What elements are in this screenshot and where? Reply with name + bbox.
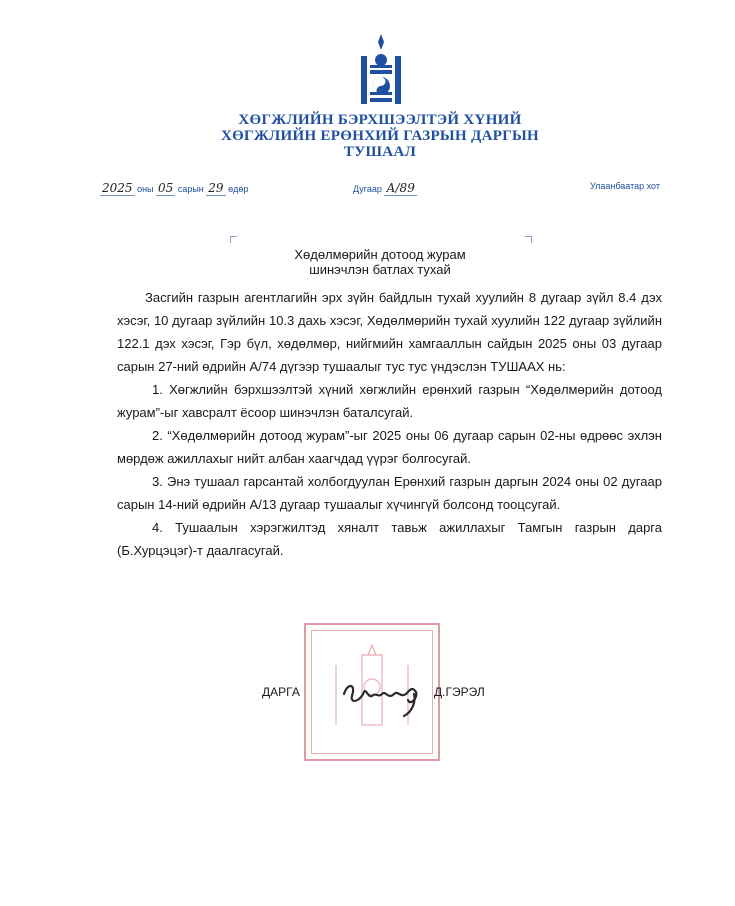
handwritten-signature (338, 672, 438, 722)
document-date (100, 181, 248, 195)
date-year-suffix: оны (137, 184, 154, 194)
order-item-4: 4. Тушаалын хэрэгжилтэд хяналт тавьж ажиллахыг Тамгын газрын дарга (Б.Хурцэцэг)-т даалгасугай. (117, 520, 662, 558)
date-day: 29 (208, 181, 224, 195)
number-label: Дугаар (353, 184, 382, 194)
soyombo-emblem-icon (359, 30, 403, 106)
document-city: Улаанбаатар хот (590, 181, 660, 191)
document-type: ТУШААЛ (343, 144, 417, 160)
order-item-1: 1. Хөгжлийн бэрхшээлтэй хүний хөгжлийн ерөнхий газрын “Хөдөлмөрийн дотоод журам”-ыг хавсралт ёсоор шинэчлэн баталсугай. (117, 382, 662, 420)
org-name-line2: ХӨГЖЛИЙН ЕРӨНХИЙ ГАЗРЫН ДАРГЫН (220, 128, 540, 144)
number-value: А/89 (386, 181, 415, 195)
order-item-3: 3. Энэ тушаал гарсантай холбогдуулан Ерөнхий газрын даргын 2024 оны 02 дугаар сарын 14-ний өдрийн А/13 дугаар тушаалыг хүчингүй болсонд тооцсугай. (117, 474, 662, 512)
date-year: 2025 (102, 181, 133, 195)
date-month: 05 (158, 181, 174, 195)
document-number (353, 181, 417, 195)
date-month-suffix: сарын (177, 184, 204, 194)
date-day-suffix: өдөр (228, 184, 249, 194)
signatory-title: ДАРГА (262, 685, 300, 699)
document-body (117, 286, 662, 562)
title-corner-left (230, 236, 237, 243)
org-name-line1: ХӨГЖЛИЙН БЭРХШЭЭЛТЭЙ ХҮНИЙ (238, 112, 522, 128)
document-title-line1: Хөдөлмөрийн дотоод журам (294, 247, 466, 262)
preamble-paragraph: Засгийн газрын агентлагийн эрх зүйн байдлын тухай хуулийн 8 дугаар зүйл 8.4 дэх хэсэг, 10 дугаар зүйлийн 10.3 дахь хэсэг, Хөдөлмөрийн тухай хуулийн 122 дугаар зүйлийн 122.1 дэх хэсэг, Гэр бүл, хөдөлмөр, нийгмийн хамгааллын сайдын 2025 оны 03 дугаар сарын 27-ний өдрийн А/74 дүгээр тушаалыг тус тус үндэслэн ТУШААХ нь: (117, 290, 662, 374)
signatory-name: Д.ГЭРЭЛ (434, 685, 485, 699)
title-corner-right (525, 236, 532, 243)
order-item-2: 2. “Хөдөлмөрийн дотоод журам”-ыг 2025 оны 06 дугаар сарын 02-ны өдрөөс эхлэн мөрдөж ажиллахыг нийт албан хаагчдад үүрэг болгосугай. (117, 428, 662, 466)
document-title-line2: шинэчлэн батлах тухай (309, 262, 451, 277)
